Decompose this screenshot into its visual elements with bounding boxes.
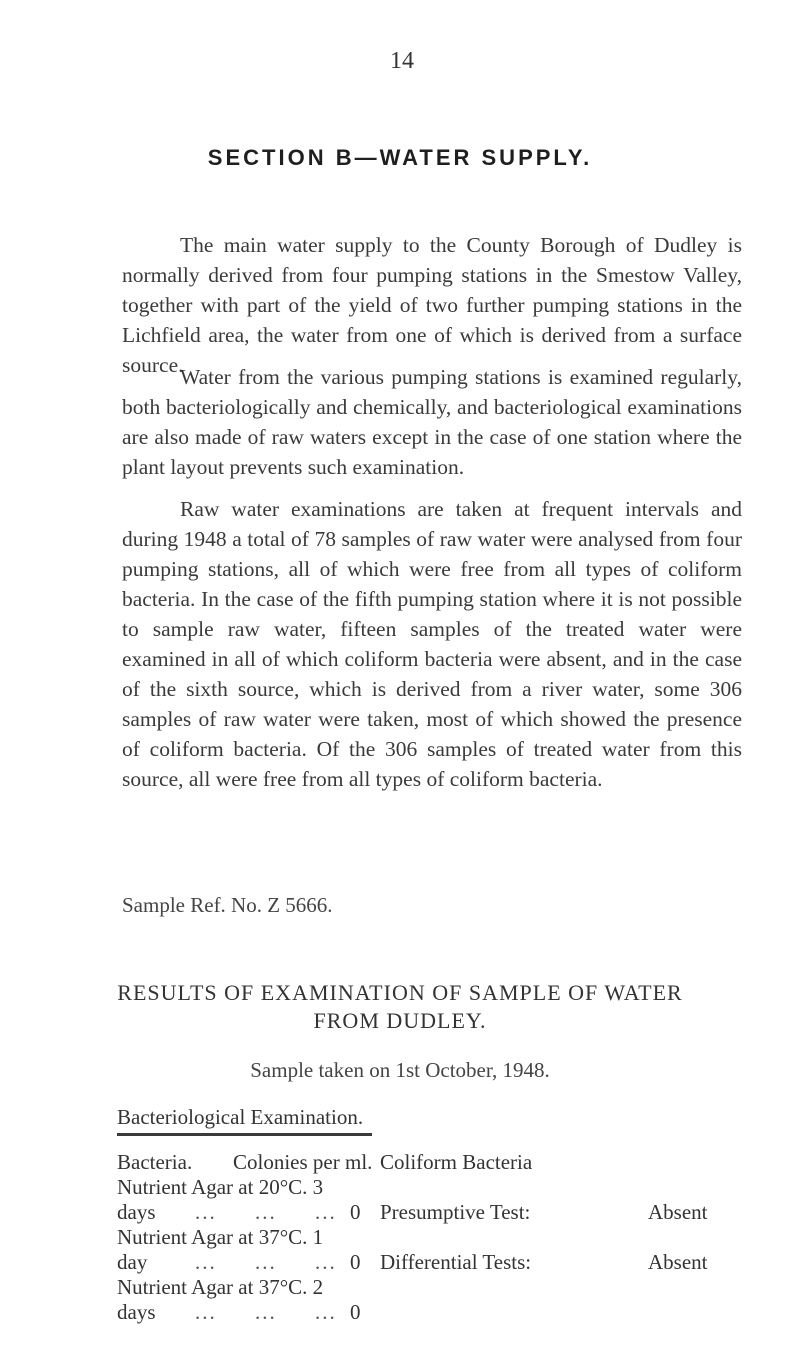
results-title-line1: RESULTS OF EXAMINATION OF SAMPLE OF WATER xyxy=(117,980,683,1005)
leader-dots: ... xyxy=(255,1250,277,1274)
sample-taken-date: Sample taken on 1st October, 1948. xyxy=(250,1058,550,1082)
bacteria-column-header: Bacteria. xyxy=(117,1150,193,1174)
paragraph-1: The main water supply to the County Borough of Dudley is normally derived from four pumping stations in the Smestow Valley, together with part of the yield of two further pumping stations in the Lichfield area, the water from one of which is derived from a surface source. xyxy=(122,232,742,377)
colony-count-row-3: 0 xyxy=(350,1300,361,1324)
differential-tests-result: Absent xyxy=(648,1250,708,1274)
medium-row-1-line1: Nutrient Agar at 20°C. 3 xyxy=(117,1175,324,1199)
differential-tests-label: Differential Tests: xyxy=(380,1250,532,1274)
leader-dots: ... xyxy=(315,1200,337,1224)
colonies-column-header: Colonies per ml. xyxy=(233,1150,373,1174)
bacteriological-heading-rule xyxy=(117,1133,372,1136)
colony-count-row-2: 0 xyxy=(350,1250,361,1274)
sample-reference: Sample Ref. No. Z 5666. xyxy=(122,893,333,917)
leader-dots: ... xyxy=(255,1200,277,1224)
medium-row-3-line2: days xyxy=(117,1300,156,1324)
leader-dots: ... xyxy=(315,1250,337,1274)
results-title-line2: FROM DUDLEY. xyxy=(313,1008,487,1033)
leader-dots: ... xyxy=(195,1200,217,1224)
paragraph-3: Raw water examinations are taken at frequent intervals and during 1948 a total of 78 samples of raw water were analysed from four pumping stations, all of which were free from all types of coliform bacteria. In the case of the fifth pumping station where it is not possible to sample raw water, fifteen samples of the treated water were examined in all of which coliform bacteria were absent, and in the case of the sixth source, which is derived from a river water, some 306 samples of raw water were taken, most of which showed the presence of coliform bacteria. Of the 306 samples of treated water from this source, all were free from all types of coliform bacteria. xyxy=(122,496,742,791)
leader-dots: ... xyxy=(315,1300,337,1324)
presumptive-test-result: Absent xyxy=(648,1200,708,1224)
page-number: 14 xyxy=(390,48,414,74)
medium-row-2-line2: day xyxy=(117,1250,148,1274)
medium-row-3-line1: Nutrient Agar at 37°C. 2 xyxy=(117,1275,324,1299)
leader-dots: ... xyxy=(255,1300,277,1324)
presumptive-test-label: Presumptive Test: xyxy=(380,1200,531,1224)
colony-count-row-1: 0 xyxy=(350,1200,361,1224)
medium-row-2-line1: Nutrient Agar at 37°C. 1 xyxy=(117,1225,324,1249)
medium-row-1-line2: days xyxy=(117,1200,156,1224)
paragraph-2: Water from the various pumping stations is examined regularly, both bacteriologically and chemically, and bacteriological examinations are also made of raw waters except in the case of one station where the plant layout prevents such examination. xyxy=(122,364,742,479)
section-heading: SECTION B—WATER SUPPLY. xyxy=(207,145,593,170)
coliform-column-header: Coliform Bacteria xyxy=(380,1150,533,1174)
leader-dots: ... xyxy=(195,1300,217,1324)
bacteriological-heading: Bacteriological Examination. xyxy=(117,1105,364,1129)
leader-dots: ... xyxy=(195,1250,217,1274)
